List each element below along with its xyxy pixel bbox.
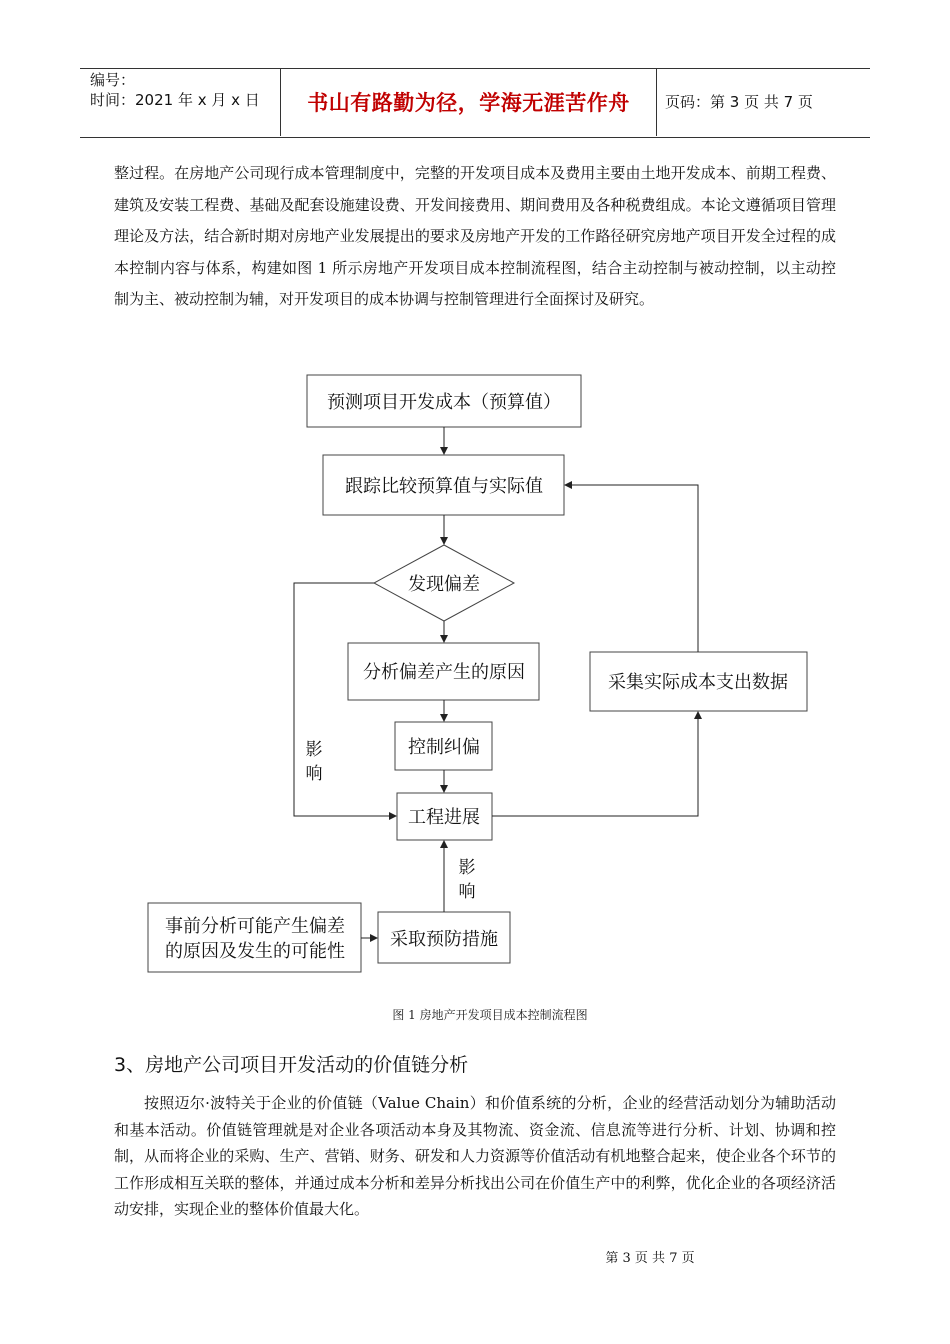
section-heading: 3、房地产公司项目开发活动的价值链分析 xyxy=(114,1054,469,1076)
analyze-label: 分析偏差产生的原因 xyxy=(363,662,525,683)
page-label: 页码：第 3 页 共 7 页 xyxy=(665,93,813,111)
deviation-label: 发现偏差 xyxy=(408,574,480,595)
time-label: 时间：2021 年 x 月 x 日 xyxy=(90,91,260,109)
figure-caption: 图 1 房地产开发项目成本控制流程图 xyxy=(392,1008,588,1022)
page-footer: 第 3 页 共 7 页 xyxy=(605,1251,695,1266)
influence-bottom-1: 影 xyxy=(458,858,476,878)
number-label: 编号： xyxy=(90,71,136,89)
influence-left-2: 响 xyxy=(305,764,323,784)
prevent-label: 采取预防措施 xyxy=(390,929,498,950)
collect-label: 采集实际成本支出数据 xyxy=(608,672,788,693)
prior-label-line2: 的原因及发生的可能性 xyxy=(165,941,345,962)
arrow-collect-track xyxy=(565,485,698,652)
arrow-progress-collect xyxy=(492,712,698,816)
prior-label-line1: 事前分析可能产生偏差 xyxy=(165,916,345,937)
section-paragraph: 按照迈尔·波特关于企业的价值链（Value Chain）和价值系统的分析，企业的经营活动划分为辅助活动和基本活动。价值链管理就是对企业各项活动本身及其物流、资金流、信息流等进行分析、计划、协调和控制，从而将企业的采购、生产、营销、财务、研发和人力资源等价值活动有机地整合起来，使企业各个环节的工作形成相互关联的整体，并通过成本分析和差异分析找出公司在价值生产中的利弊，优化企业的各项经济活动安排，实现企业的整体价值最大化。 xyxy=(114,1094,836,1218)
progress-label: 工程进展 xyxy=(408,807,480,828)
influence-left-1: 影 xyxy=(305,740,323,760)
predict-label: 预测项目开发成本（预算值） xyxy=(327,392,561,413)
motto: 书山有路勤为径，学海无涯苦作舟 xyxy=(307,91,630,115)
correct-label: 控制纠偏 xyxy=(408,737,480,758)
influence-bottom-2: 响 xyxy=(458,882,476,902)
intro-paragraph: 整过程。在房地产公司现行成本管理制度中，完整的开发项目成本及费用主要由土地开发成本、前期工程费、建筑及安装工程费、基础及配套设施建设费、开发间接费用、期间费用及各种税费组成。本论文遵循项目管理理论及方法，结合新时期对房地产业发展提出的要求及房地产开发的工作路径研究房地产项目开发全过程的成本控制内容与体系，构建如图 1 所示房地产开发项目成本控制流程图，结合主动控制与被动控制，以主动控制为主、被动控制为辅，对开发项目的成本协调与控制管理进行全面探讨及研究。 xyxy=(114,164,836,308)
track-label: 跟踪比较预算值与实际值 xyxy=(345,476,543,497)
